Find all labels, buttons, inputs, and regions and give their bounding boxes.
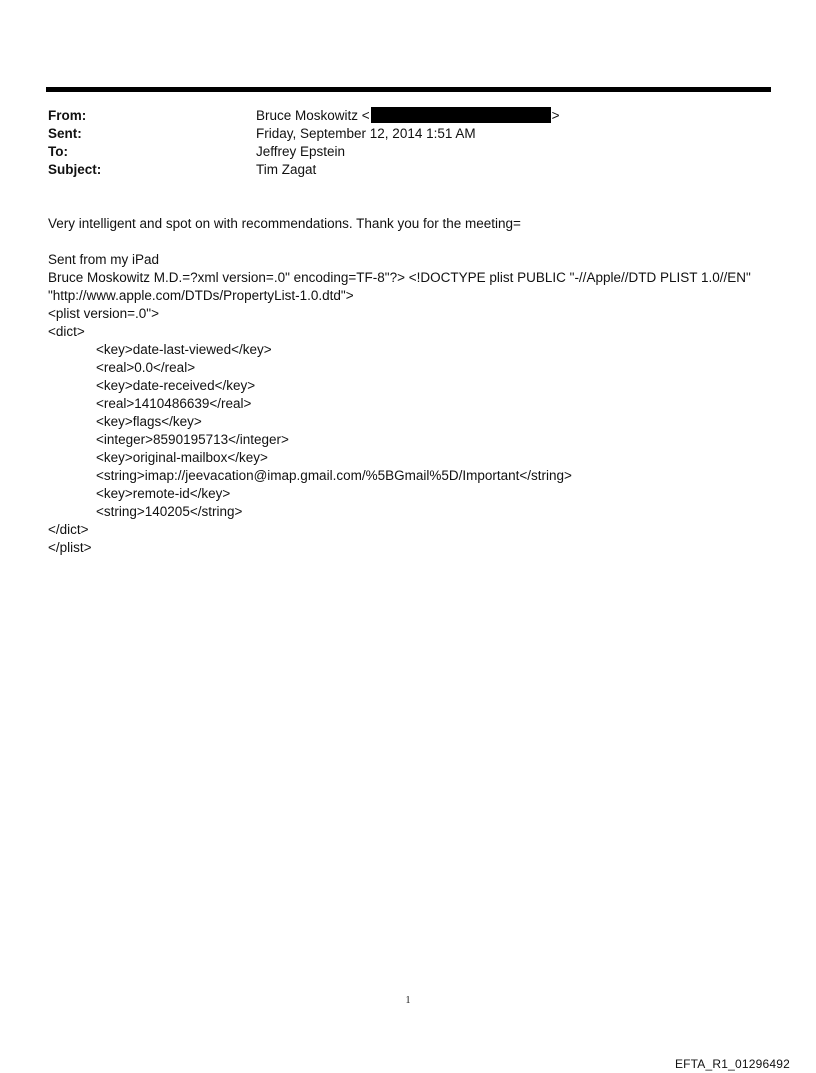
email-header bbox=[48, 107, 748, 179]
body-line: <plist version=.0"> bbox=[48, 306, 159, 321]
body-line: <key>remote-id</key> bbox=[96, 486, 231, 501]
sent-value: Friday, September 12, 2014 1:51 AM bbox=[256, 126, 476, 141]
from-label: From: bbox=[48, 108, 87, 123]
redaction-box bbox=[371, 107, 551, 123]
from-close: > bbox=[551, 108, 560, 123]
to-row bbox=[48, 143, 748, 161]
body-line: <real>0.0</real> bbox=[96, 360, 196, 375]
from-row bbox=[48, 107, 748, 125]
body-line: <key>flags</key> bbox=[96, 414, 202, 429]
body-line: </plist> bbox=[48, 540, 92, 555]
body-line: Bruce Moskowitz M.D.=?xml version=.0" encoding=TF-8"?> <!DOCTYPE plist PUBLIC "-//Apple//DTD PLIST 1.0//EN" bbox=[48, 270, 751, 285]
from-value bbox=[256, 107, 748, 125]
body-line: <string>imap://jeevacation@imap.gmail.com/%5BGmail%5D/Important</string> bbox=[96, 468, 572, 483]
body-line: </dict> bbox=[48, 522, 89, 537]
email-body bbox=[48, 215, 788, 557]
sent-row bbox=[48, 125, 748, 143]
subject-row bbox=[48, 161, 748, 179]
body-line: Sent from my iPad bbox=[48, 252, 160, 267]
subject-value: Tim Zagat bbox=[256, 162, 317, 177]
body-line: Very intelligent and spot on with recommendations. Thank you for the meeting= bbox=[48, 216, 521, 231]
body-line: <key>date-last-viewed</key> bbox=[96, 342, 272, 357]
to-label: To: bbox=[48, 144, 68, 159]
body-line: <real>1410486639</real> bbox=[96, 396, 252, 411]
body-line: "http://www.apple.com/DTDs/PropertyList-1.0.dtd"> bbox=[48, 288, 354, 303]
header-rule bbox=[46, 87, 771, 92]
from-name: Bruce Moskowitz < bbox=[256, 108, 370, 123]
body-line: <key>date-received</key> bbox=[96, 378, 256, 393]
page-number: 1 bbox=[405, 995, 411, 1006]
subject-label: Subject: bbox=[48, 162, 102, 177]
bates-number: EFTA_R1_01296492 bbox=[674, 1057, 790, 1071]
to-value: Jeffrey Epstein bbox=[256, 144, 346, 159]
body-line: <integer>8590195713</integer> bbox=[96, 432, 289, 447]
body-line bbox=[48, 233, 788, 251]
body-line: <dict> bbox=[48, 324, 85, 339]
sent-label: Sent: bbox=[48, 126, 82, 141]
body-line: <string>140205</string> bbox=[96, 504, 243, 519]
body-line: <key>original-mailbox</key> bbox=[96, 450, 268, 465]
